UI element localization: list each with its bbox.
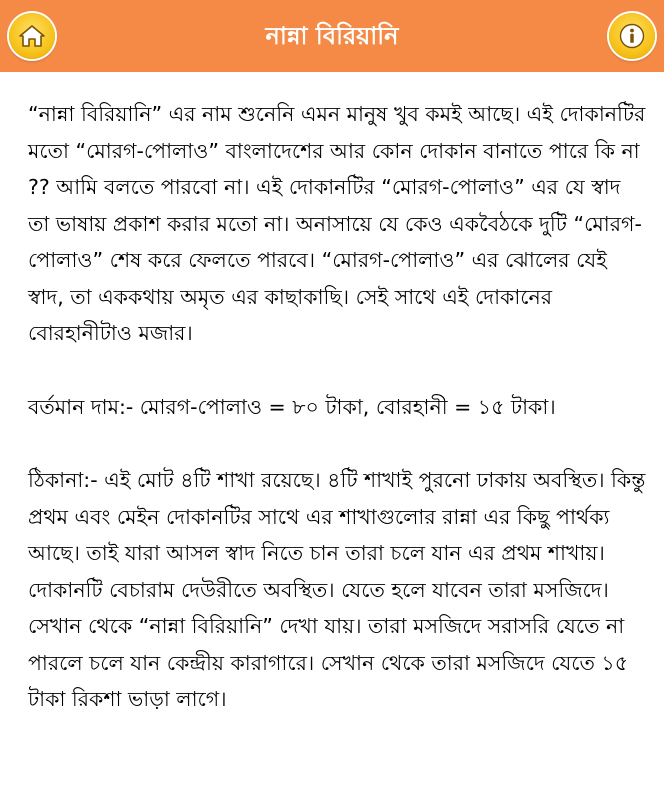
info-icon	[619, 23, 645, 49]
page-title: নান্না বিরিয়ানি	[265, 22, 399, 50]
price-paragraph: বর্তমান দাম:- মোরগ-পোলাও = ৮০ টাকা, বোরহানী = ১৫ টাকা।	[28, 394, 556, 419]
address-paragraph: ঠিকানা:- এই মোট ৪টি শাখা রয়েছে। ৪টি শাখাই পুরনো ঢাকায় অবস্থিত। কিন্তু প্রথম এবং মেইন দোকানটির সাথে এর শাখাগুলোর রান্না এর কিছু পার্থক্য আছে। তাই যারা আসল স্বাদ নিতে চান তারা চলে যান এর প্রথম শাখায়। দোকানটি বেচারাম দেউরীতে অবস্থিত। যেতে হলে যাবেন তারা মসজিদে। সেখান থেকে “নান্না বিরিয়ানি” দেখা যায়। তারা মসজিদে সরাসরি যেতে না পারলে চলে যান কেন্দ্রীয় কারাগারে। সেখান থেকে তারা মসজিদে যেতে ১৫ টাকা রিকশা ভাড়া লাগে।	[28, 468, 646, 711]
article-body	[28, 96, 648, 718]
info-button[interactable]	[609, 13, 655, 59]
description-paragraph: “নান্না বিরিয়ানি” এর নাম শুনেনি এমন মানুষ খুব কমই আছে। এই দোকানটির মতো “মোরগ-পোলাও” বাংলাদেশের আর কোন দোকান বানাতে পারে কি না ?? আমি বলতে পারবো না। এই দোকানটির “মোরগ-পোলাও” এর যে স্বাদ তা ভাষায় প্রকাশ করার মতো না। অনাসায়ে যে কেও একবৈঠকে দুটি “মোরগ-পোলাও” শেষ করে ফেলতে পারবে। “মোরগ-পোলাও” এর ঝোলের যেই স্বাদ, তা এককথায় অমৃত এর কাছাকাছি। সেই সাথে এই দোকানের বোরহানীটাও মজার।	[28, 102, 646, 345]
top-app-bar	[0, 0, 664, 72]
